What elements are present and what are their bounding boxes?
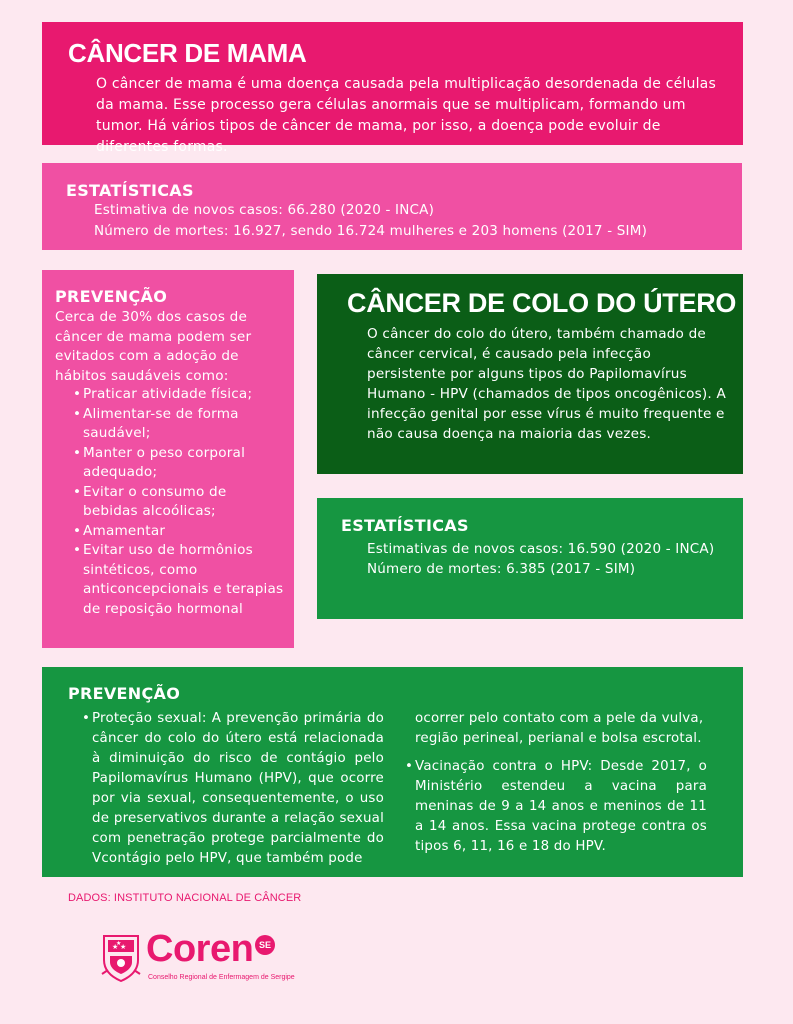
cervical-cancer-intro	[317, 274, 743, 474]
breast-prevention-intro: Cerca de 30% dos casos de câncer de mama podem ser evitados com a adoção de hábitos saudáveis como:	[55, 309, 252, 384]
breast-prevention-list	[55, 385, 285, 619]
list-item: • Proteção sexual: A prevenção primária do câncer do colo do útero está relacionada à diminuição do risco de contágio pelo Papilomavírus Humano (HPV), que ocorre por via sexual, consequentemente, o uso de preservativos durante a relação sexual com penetração protege parcialmente do Vcontágio pelo HPV, que também pode	[82, 709, 384, 869]
list-item: • Vacinação contra o HPV: Desde 2017, o Ministério estendeu a vacina para meninas de 9 a 14 anos e meninos de 11 a 14 anos. Essa vacina protege contra os tipos 6, 11, 16 e 18 do HPV.	[405, 757, 707, 857]
svg-text:★: ★	[112, 943, 119, 951]
breast-cancer-description: O câncer de mama é uma doença causada pela multiplicação desordenada de células da mama. Esse processo gera células anormais que se multiplicam, formando um tumor. Há vários tipos de câncer de mama, por isso, a doença pode evoluir de diferentes formas.	[96, 76, 716, 155]
cervical-cancer-prevention	[42, 667, 743, 877]
coren-logo	[100, 928, 300, 992]
list-item: • Alimentar-se de forma saudável;	[55, 405, 285, 444]
cervical-new-cases: Estimativas de novos casos: 16.590 (2020 - INCA)	[367, 541, 715, 557]
svg-text:★: ★	[120, 943, 127, 951]
list-item: • Manter o peso corporal adequado;	[55, 444, 285, 483]
svg-text:★: ★	[116, 940, 122, 947]
breast-cancer-title: CÂNCER DE MAMA	[68, 38, 307, 68]
breast-new-cases: Estimativa de novos casos: 66.280 (2020 - INCA)	[94, 202, 435, 218]
breast-cancer-statistics	[42, 163, 742, 250]
cervical-stats-title: ESTATÍSTICAS	[341, 516, 469, 535]
list-item-continuation: ocorrer pelo contato com a pele da vulva, região perineal, perianal e bolsa escrotal.	[415, 711, 704, 746]
cervical-cancer-description: O câncer do colo do útero, também chamado de câncer cervical, é causado pela infecção persistente por alguns tipos do Papilomavírus Humano - HPV (chamados de tipos oncogênicos). A infecção genital por esse vírus é muito frequente e não causa doença na maioria das vezes.	[367, 326, 726, 442]
coren-name: Coren	[146, 928, 254, 970]
breast-prevention-title: PREVENÇÃO	[55, 287, 168, 306]
coren-badge: SE	[255, 935, 275, 955]
cervical-prevention-column-left	[82, 709, 384, 869]
list-item: • Amamentar	[55, 522, 285, 542]
breast-deaths: Número de mortes: 16.927, sendo 16.724 mulheres e 203 homens (2017 - SIM)	[94, 223, 648, 239]
breast-stats-title: ESTATÍSTICAS	[66, 181, 194, 200]
breast-cancer-intro	[42, 22, 743, 155]
cervical-cancer-statistics	[317, 498, 743, 619]
data-source: DADOS: INSTITUTO NACIONAL DE CÂNCER	[68, 892, 302, 904]
coren-crest-icon	[100, 932, 142, 982]
cervical-prevention-title: PREVENÇÃO	[68, 684, 181, 703]
list-item: • Evitar o consumo de bebidas alcoólicas;	[55, 483, 285, 522]
coren-tagline: Conselho Regional de Enfermagem de Sergipe	[148, 974, 295, 981]
breast-cancer-prevention	[42, 270, 294, 648]
cervical-cancer-title: CÂNCER DE COLO DO ÚTERO	[347, 288, 737, 318]
list-item: • Evitar uso de hormônios sintéticos, como anticoncepcionais e terapias de reposição hormonal	[55, 541, 285, 619]
cervical-prevention-column-right	[405, 709, 707, 857]
list-item: • Praticar atividade física;	[55, 385, 285, 405]
cervical-deaths: Número de mortes: 6.385 (2017 - SIM)	[367, 561, 636, 577]
